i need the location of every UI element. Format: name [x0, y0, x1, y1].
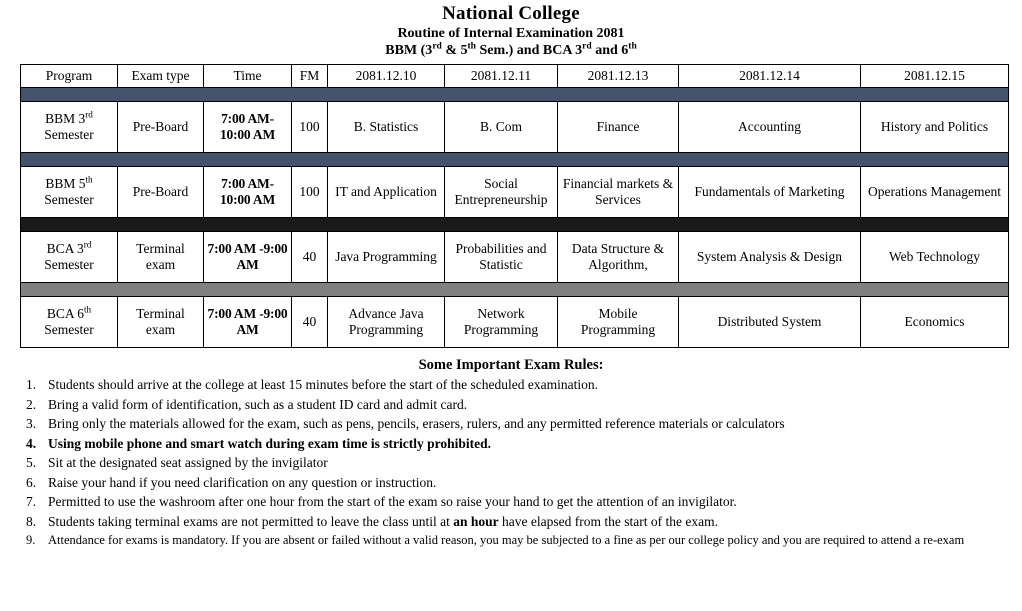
cell-program	[21, 102, 118, 153]
separator-band-cell	[21, 153, 1009, 167]
rule-text-before: Students taking terminal exams are not permitted to leave the class until at	[48, 513, 454, 529]
rule-item: Students should arrive at the college at least 15 minutes before the start of the scheduled examination.	[48, 377, 598, 392]
cell-exam-type: Pre-Board	[118, 102, 204, 153]
cell-subject: Data Structure & Algorithm,	[558, 232, 679, 283]
table-row	[21, 297, 1009, 348]
table-row	[21, 102, 1009, 153]
programs-sup-1: rd	[432, 41, 442, 52]
programs-part-2: & 5	[441, 43, 468, 58]
cell-program	[21, 167, 118, 218]
exam-routine-table	[20, 64, 1009, 348]
cell-subject: Advance Java Programming	[328, 297, 445, 348]
rule-item: Raise your hand if you need clarification on any question or instruction.	[48, 474, 437, 490]
cell-time: 7:00 AM- 10:00 AM	[204, 167, 292, 218]
rule-item: Bring a valid form of identification, such as a student ID card and admit card.	[48, 396, 468, 412]
cell-time: 7:00 AM- 10:00 AM	[204, 102, 292, 153]
separator-band-cell	[21, 218, 1009, 232]
column-header-date-5: 2081.12.15	[861, 65, 1009, 88]
column-header-program: Program	[21, 65, 118, 88]
cell-subject: Probabilities and Statistic	[445, 232, 558, 283]
college-name: National College	[442, 3, 580, 24]
cell-subject: B. Com	[445, 102, 558, 153]
program-ordinal-suffix: rd	[85, 109, 93, 120]
cell-exam-type: Terminal exam	[118, 297, 204, 348]
programs-sup-3: rd	[582, 41, 592, 52]
cell-exam-type: Pre-Board	[118, 167, 204, 218]
routine-table-wrapper	[20, 64, 1008, 348]
cell-subject: System Analysis & Design	[679, 232, 861, 283]
programs-part-1: BBM (3	[385, 43, 433, 58]
cell-subject: Mobile Programming	[558, 297, 679, 348]
cell-subject: Network Programming	[445, 297, 558, 348]
program-semester-label: Semester	[44, 257, 94, 272]
program-name: BBM 5	[45, 176, 86, 191]
cell-time: 7:00 AM -9:00 AM	[204, 297, 292, 348]
document-header	[0, 0, 1022, 60]
cell-subject: Java Programming	[328, 232, 445, 283]
column-header-date-1: 2081.12.10	[328, 65, 445, 88]
program-ordinal-suffix: rd	[83, 239, 92, 250]
cell-program	[21, 232, 118, 283]
program-name: BCA 6	[46, 306, 84, 321]
program-name: BCA 3	[46, 241, 84, 256]
rule-item: Using mobile phone and smart watch during exam time is strictly prohibited.	[48, 435, 492, 451]
cell-subject: B. Statistics	[328, 102, 445, 153]
column-header-date-2: 2081.12.11	[445, 65, 558, 88]
cell-subject: Web Technology	[861, 232, 1009, 283]
column-header-fm: FM	[292, 65, 328, 88]
rule-text-after: have elapsed from the start of the exam.	[498, 513, 718, 529]
program-ordinal-suffix: th	[84, 304, 92, 315]
routine-table-body	[21, 65, 1009, 348]
separator-band	[21, 153, 1009, 167]
cell-full-marks: 40	[292, 232, 328, 283]
table-row	[21, 167, 1009, 218]
rule-item: Permitted to use the washroom after one hour from the start of the exam so raise your hand to get the attention of an invigilator.	[48, 494, 737, 509]
separator-band	[21, 218, 1009, 232]
exam-rules-section	[0, 356, 1022, 549]
separator-band	[21, 88, 1009, 102]
cell-subject: Fundamentals of Marketing	[679, 167, 861, 218]
cell-subject: Social Entrepreneurship	[445, 167, 558, 218]
routine-subtitle: Routine of Internal Examination 2081	[397, 26, 625, 41]
program-semester-label: Semester	[44, 192, 94, 207]
column-header-date-4: 2081.12.14	[679, 65, 861, 88]
table-row	[21, 232, 1009, 283]
rule-item: Sit at the designated seat assigned by the invigilator	[48, 455, 328, 470]
cell-subject: Accounting	[679, 102, 861, 153]
rule-item: Bring only the materials allowed for the exam, such as pens, pencils, erasers, rulers, and any permitted reference materials or calculators	[48, 416, 785, 431]
programs-subtitle	[0, 42, 1022, 60]
cell-subject: Finance	[558, 102, 679, 153]
programs-sup-4: th	[628, 41, 637, 52]
cell-full-marks: 100	[292, 102, 328, 153]
separator-band	[21, 283, 1009, 297]
exam-rules-list	[14, 375, 1008, 549]
cell-subject: History and Politics	[861, 102, 1009, 153]
separator-band-cell	[21, 283, 1009, 297]
cell-subject: Operations Management	[861, 167, 1009, 218]
cell-full-marks: 100	[292, 167, 328, 218]
program-ordinal-suffix: th	[85, 174, 93, 185]
exam-rules-title: Some Important Exam Rules:	[418, 357, 604, 373]
cell-exam-type: Terminal exam	[118, 232, 204, 283]
rule-item: Attendance for exams is mandatory. If you are absent or failed without a valid reason, you may be subjected to a fine as per our college policy and you are required to attend a re-exam	[48, 533, 965, 547]
cell-subject: Distributed System	[679, 297, 861, 348]
cell-time: 7:00 AM -9:00 AM	[204, 232, 292, 283]
programs-part-3: Sem.) and BCA 3	[475, 43, 583, 58]
column-header-date-3: 2081.12.13	[558, 65, 679, 88]
column-header-exam-type: Exam type	[118, 65, 204, 88]
program-semester-label: Semester	[44, 127, 94, 142]
table-header-row	[21, 65, 1009, 88]
cell-subject: Economics	[861, 297, 1009, 348]
rule-text-emphasis: an hour	[453, 513, 499, 529]
programs-sup-2: th	[467, 41, 476, 52]
program-name: BBM 3	[45, 111, 86, 126]
cell-program	[21, 297, 118, 348]
cell-subject: Financial markets & Services	[558, 167, 679, 218]
rule-item	[14, 512, 1008, 532]
cell-full-marks: 40	[292, 297, 328, 348]
cell-subject: IT and Application	[328, 167, 445, 218]
programs-part-4: and 6	[591, 43, 629, 58]
column-header-time: Time	[204, 65, 292, 88]
separator-band-cell	[21, 88, 1009, 102]
program-semester-label: Semester	[44, 322, 94, 337]
